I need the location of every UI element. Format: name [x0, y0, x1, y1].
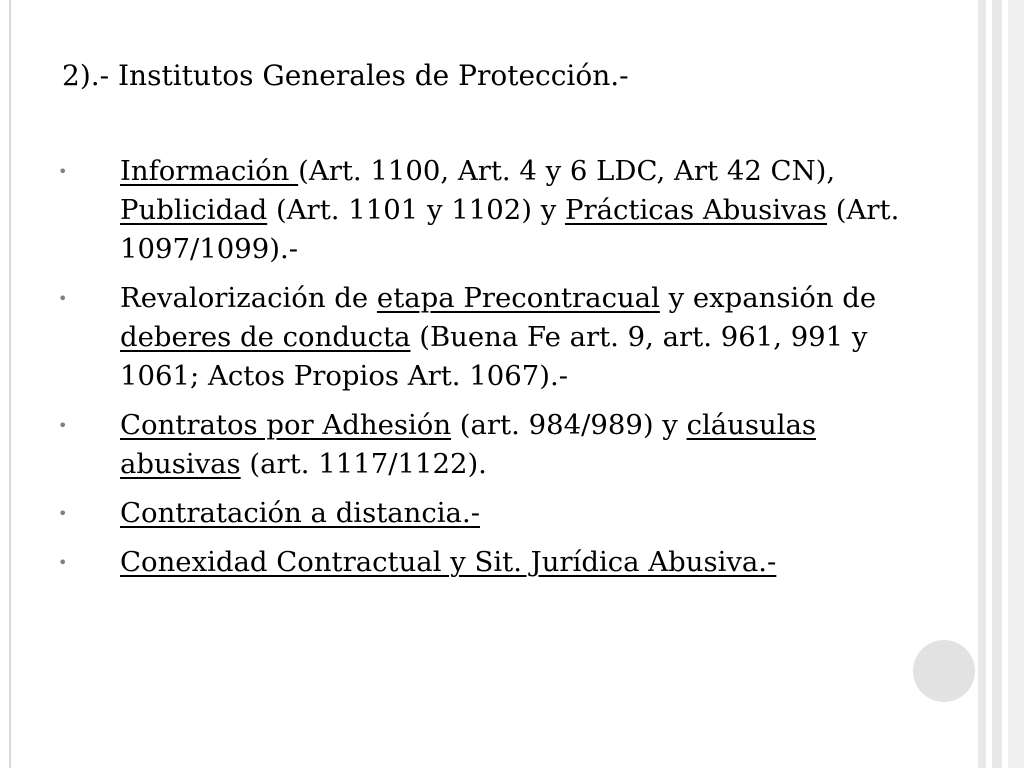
text-run: (Buena Fe art. 9, art. 961, 991 y 1061; Actos Propios Art. 1067).-: [120, 321, 868, 392]
bullet-dot-icon: •: [58, 289, 68, 308]
underlined-text: cláusulas abusivas: [120, 409, 817, 480]
text-run: (art. 1117/1122).: [240, 448, 487, 480]
bullet-list: [58, 152, 938, 592]
right-decor-stripe: [992, 0, 1002, 768]
bullet-dot-icon: •: [58, 504, 68, 523]
underlined-text: Conexidad Contractual y Sit. Jurídica Abusiva.-: [120, 546, 777, 578]
bullet-dot-icon: •: [58, 416, 68, 435]
underlined-text: Publicidad: [120, 194, 268, 226]
text-run: (Art. 1097/1099).-: [120, 194, 900, 265]
text-run: (art. 984/989) y: [451, 409, 687, 441]
underlined-text: etapa Precontracual: [376, 282, 660, 314]
underlined-text: deberes de conducta: [120, 321, 411, 353]
text-run: y expansión de: [659, 282, 877, 314]
right-decor-stripe: [978, 0, 986, 768]
bullet-item: [58, 406, 938, 484]
bullet-item: [58, 152, 938, 269]
underlined-text: Contratación a distancia.-: [120, 497, 480, 529]
bullet-dot-icon: •: [58, 553, 68, 572]
bullet-item: [58, 543, 938, 582]
bullet-item: [58, 494, 938, 533]
underlined-text: Prácticas Abusivas: [564, 194, 828, 226]
decorative-circle: [913, 640, 975, 702]
underlined-text: Contratos por Adhesión: [120, 409, 452, 441]
text-run: Revalorización de: [120, 282, 377, 314]
left-border-rule: [9, 0, 11, 768]
bullet-dot-icon: •: [58, 162, 68, 181]
bullet-item: [58, 279, 938, 396]
slide-title: 2).- Institutos Generales de Protección.-: [62, 59, 629, 92]
right-decor-stripe: [1008, 0, 1024, 768]
text-run: (Art. 1101 y 1102) y: [267, 194, 565, 226]
underlined-text: Información: [120, 155, 299, 187]
text-run: (Art. 1100, Art. 4 y 6 LDC, Art 42 CN),: [298, 155, 836, 187]
